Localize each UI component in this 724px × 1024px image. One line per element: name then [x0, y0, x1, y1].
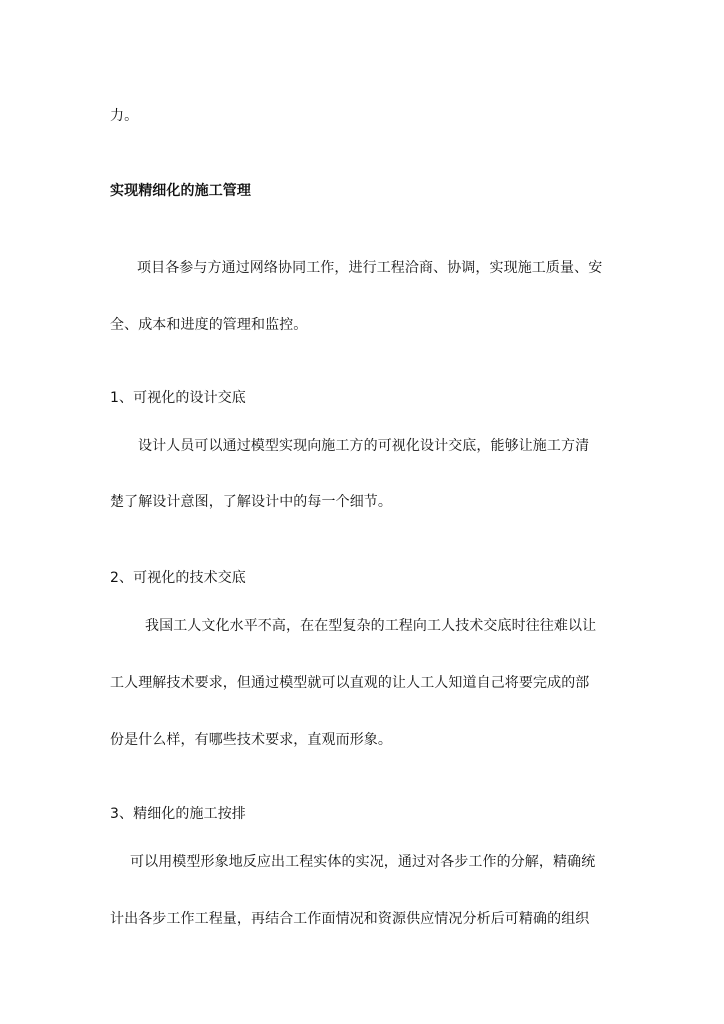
- item2-title: 2、可视化的技术交底: [110, 570, 246, 586]
- section-heading: 实现精细化的施工管理: [110, 183, 251, 199]
- carryover-text: 力。: [110, 108, 139, 124]
- item3-line-1: 可以用模型形象地反应出工程实体的实况，通过对各步工作的分解，精确统: [130, 854, 596, 870]
- item2-line-2: 工人理解技术要求，但通过模型就可以直观的让人工人知道自己将要完成的部: [110, 675, 590, 691]
- item3-title: 3、精细化的施工按排: [110, 806, 246, 822]
- item2-line-3: 份是什么样，有哪些技术要求，直观而形象。: [110, 732, 392, 748]
- item1-line-1: 设计人员可以通过模型实现向施工方的可视化设计交底，能够让施工方清: [138, 438, 590, 454]
- item3-line-2: 计出各步工作工程量，再结合工作面情况和资源供应情况分析后可精确的组织: [110, 911, 590, 927]
- item1-title: 1、可视化的设计交底: [110, 390, 246, 406]
- item2-line-1: 我国工人文化水平不高，在在型复杂的工程向工人技术交底时往往难以让: [145, 618, 597, 634]
- intro-line-1: 项目各参与方通过网络协同工作，进行工程洽商、协调，实现施工质量、安: [137, 260, 603, 276]
- item1-line-2: 楚了解设计意图，了解设计中的每一个细节。: [110, 494, 392, 510]
- intro-line-2: 全、成本和进度的管理和监控。: [110, 317, 308, 333]
